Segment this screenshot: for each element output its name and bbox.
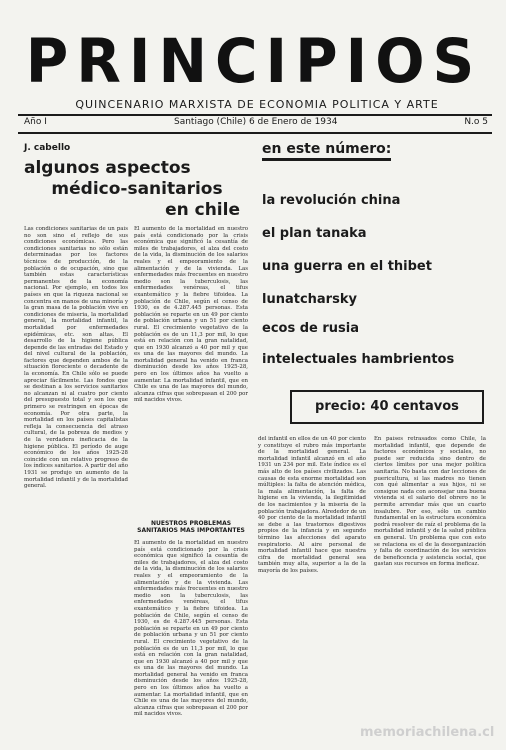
issue-year: Año I xyxy=(24,117,47,127)
contents-item: una guerra en el thibet xyxy=(262,259,432,274)
issue-place-date: Santiago (Chile) 6 de Enero de 1934 xyxy=(174,117,338,127)
article-headline xyxy=(24,158,250,221)
article-column-3: del infantil en ellos de un 40 por ciento y constituye el rubro más importante de la mortalidad general. La mortalidad infantil alcanzó en el año 1931 un 234 por mil. Este índice es el más alto de los países civilizados. Las causas de esta enorme mortalidad son múltiples: la falta de atención médica, la mala alimentación, la falta de higiene en la vivienda, la ilegitimidad de los nacimientos y la miseria de la población trabajadora. Alrededor de un 40 por ciento de la mortalidad infantil se debe a las trastornos digestivos propios de la infancia y en segundo término las afecciones del aparato respiratorio. Al aire personal de mortalidad infantil hace que nuestra cifra de mortalidad general sea también muy alta, superior a la de la mayoría de los países. xyxy=(258,436,366,574)
article-column-4: En países retrasados como Chile, la mortalidad infantil, que depende de factores económicos y sociales, no puede ser reducida sino dentro de ciertos límites por una mejor política sanitaria. No basta con dar lecciones de puericultura, si las madres no tienen con qué alimentar a sus hijos, ni se consigue nada con aconsejar una buena vivienda si el salario del obrero no le permite arrendar más que un cuarto insalubre. Por eso, sólo un cambio fundamental en la estructura económica podrá resolver de raíz el problema de la mortalidad infantil y de la salud pública en general. Un problema que con esto se relaciona es el de la desorganización y falta de coordinación de los servicios de beneficencia y asistencia social, que gastan sus recursos en forma ineficaz. xyxy=(374,436,486,568)
headline-line-3: en chile xyxy=(165,200,240,220)
contents-item: intelectuales hambrientos xyxy=(262,352,455,367)
issue-info-bar xyxy=(24,117,488,131)
watermark: memoriachilena.cl xyxy=(360,725,495,740)
issue-number: N.o 5 xyxy=(464,117,488,127)
contents-item: ecos de rusia xyxy=(262,321,359,336)
masthead-title: PRINCIPIOS xyxy=(25,25,483,97)
article-column-2: El aumento de la mortalidad en nuestro país está condicionado por la crisis económica que significó la cesantía de miles de trabajadores, el alza del costo de la vida, la disminución de los salarios reales y el empeoramiento de la alimentación y de la vivienda. Las enfermedades más frecuentes en nuestro medio son la tuberculosis, las enfermedades venéreas, el tifus exantemático y la fiebre tifoidea. La población de Chile, según el censo de 1930, es de 4.287.445 personas. Esta población se reparte en un 49 por ciento de población urbana y un 51 por ciento rural. El crecimiento vegetativo de la población es de un 11,3 por mil, lo que está en relación con la gran natalidad, que en 1930 alcanzó a 40 por mil y que es una de las mayores del mundo. La mortalidad general ha venido en franca disminución desde los años 1925-28, pero en los últimos años ha vuelto a aumentar. La mortalidad infantil, que en Chile es una de las mayores del mundo, alcanza cifras que sobrepasan el 200 por mil nacidos vivos. xyxy=(134,226,248,404)
price-box: precio: 40 centavos xyxy=(290,390,484,424)
article-author: J. cabello xyxy=(24,143,71,153)
article-column-1: Las condiciones sanitarias de un país no son sino el reflejo de sus condiciones económicas. Pero las condiciones sanitarias no sólo están determinadas por los factores técnicos de producción, de la población o de ocupación, sino que también estas características permanentes de la economía nacional. Por ejemplo, en todos los países en que la riqueza nacional se concentra en manos de una minoría y la gran masa de la población vive en condiciones de miseria, la mortalidad general, la mortalidad infantil, la mortalidad por enfermedades epidémicas, etc. son altas. El desarrollo de la higiene pública depende de las entradas del Estado y del nivel cultural de la población, factores que dependen ambos de la situación floreciente o decadente de la economía. En Chile sólo se puede apreciar fácilmente. Las fondos que se destinan a los servicios sanitarios no alcanzan ni al cuatro por ciento del presupuesto total y son los que primero se restringen en épocas de economía. Por otra parte, la mortalidad en los países capitalistas refleja la consecuencia del atraso cultural, de la pobreza de medios y de la verdadera ineficacia de la higiene pública. El período de auge económico de los años 1925-28 coincide con un relativo progreso de los índices sanitarios. A partir del año 1931 se produjo un aumento de la mortalidad infantil y de la mortalidad general. xyxy=(24,226,128,490)
section-title: NUESTROS PROBLEMAS SANITARIOS MAS IMPORTANTES xyxy=(137,520,245,534)
masthead-subtitle: QUINCENARIO MARXISTA DE ECONOMIA POLITICA Y ARTE xyxy=(75,98,439,111)
contents-item: el plan tanaka xyxy=(262,226,367,241)
article-column-2b: El aumento de la mortalidad en nuestro país está condicionado por la crisis económica que significó la cesantía de miles de trabajadores, el alza del costo de la vida, la disminución de los salarios reales y el empeoramiento de la alimentación y de la vivienda. Las enfermedades más frecuentes en nuestro medio son la tuberculosis, las enfermedades venéreas, el tifus exantemático y la fiebre tifoidea. La población de Chile, según el censo de 1930, es de 4.287.445 personas. Esta población se reparte en un 49 por ciento de población urbana y un 51 por ciento rural. El crecimiento vegetativo de la población es de un 11,3 por mil, lo que está en relación con la gran natalidad, que en 1930 alcanzó a 40 por mil y que es una de las mayores del mundo. La mortalidad general ha venido en franca disminución desde los años 1925-28, pero en los últimos años ha vuelto a aumentar. La mortalidad infantil, que en Chile es una de las mayores del mundo, alcanza cifras que sobrepasan el 200 por mil nacidos vivos. xyxy=(134,540,248,718)
contents-heading: en este número: xyxy=(262,141,391,161)
contents-item: la revolución china xyxy=(262,193,401,208)
contents-item: lunatcharsky xyxy=(262,292,357,307)
headline-line-2: médico-sanitarios xyxy=(51,179,223,199)
bottom-rule xyxy=(18,132,492,134)
top-rule xyxy=(18,114,492,116)
headline-line-1: algunos aspectos xyxy=(24,158,191,178)
